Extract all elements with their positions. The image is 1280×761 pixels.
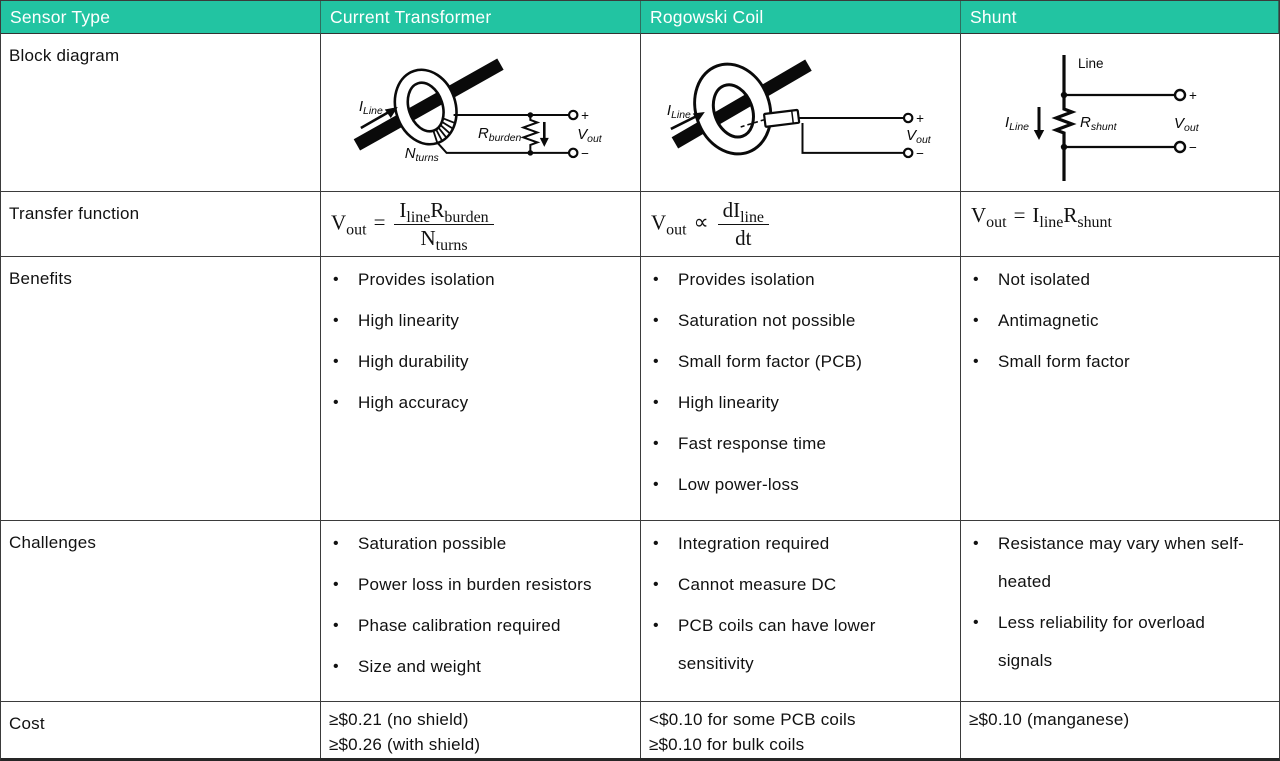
row-label-text: Block diagram: [9, 46, 120, 65]
challenge-text: • Less reliability for overload signals: [998, 613, 1206, 670]
benefit-text: • High accuracy: [358, 393, 469, 412]
benefit-text: • Fast response time: [678, 434, 827, 453]
rogowski-minus-sign: −: [916, 145, 924, 161]
header-cell-shunt: [961, 1, 1279, 34]
shunt-benefits-list: [961, 257, 1279, 381]
challenge-item: [641, 525, 960, 563]
rogowski-output-wires: [799, 117, 907, 152]
ct-benefits-list: [321, 257, 640, 422]
rogowski-benefits-list: [641, 257, 960, 504]
row-label-text: Challenges: [9, 533, 97, 552]
challenge-text: • Cannot measure DC: [678, 575, 837, 594]
benefit-item: [321, 384, 640, 422]
current-transformer-circuit-diagram: [321, 35, 640, 191]
ct-cost-cell: [321, 702, 641, 758]
benefit-text: • High linearity: [358, 311, 460, 330]
benefit-text: • Antimagnetic: [998, 311, 1099, 330]
benefit-item: [641, 343, 960, 381]
shunt-challenges-list: [961, 521, 1279, 680]
ct-terminal-plus: [569, 110, 577, 118]
rogowski-coil-circuit-diagram: [641, 35, 960, 191]
rogowski-terminal-plus: [904, 113, 912, 121]
benefit-text: • Small form factor: [998, 352, 1130, 371]
row-label-text: Benefits: [9, 269, 73, 288]
rogowski-challenges-list: [641, 521, 960, 683]
benefit-item: [641, 466, 960, 504]
challenge-item: [641, 566, 960, 604]
ct-plus-sign: +: [581, 107, 590, 123]
shunt-challenges-cell: [961, 521, 1279, 702]
benefit-text: • Provides isolation: [678, 270, 815, 289]
benefit-text: • Low power-loss: [678, 475, 799, 494]
benefit-text: • Not isolated: [998, 270, 1091, 289]
rogowski-challenges-cell: [641, 521, 961, 702]
shunt-plus-sign: +: [1189, 87, 1197, 103]
challenge-text: • Integration required: [678, 534, 830, 553]
challenge-item: [641, 607, 960, 683]
shunt-current-direction-arrow: [1034, 107, 1044, 140]
header-cell-rogowski-coil: [641, 1, 961, 34]
header-label: Sensor Type: [10, 6, 111, 27]
row-label-text: Cost: [9, 714, 45, 733]
benefit-text: • Provides isolation: [358, 270, 495, 289]
challenge-text: • PCB coils can have lower sensitivity: [678, 616, 876, 673]
benefit-item: [641, 261, 960, 299]
header-label: Rogowski Coil: [650, 6, 764, 27]
rogowski-benefits-cell: [641, 257, 961, 521]
header-cell-sensor-type: [1, 1, 321, 34]
challenge-text: • Resistance may vary when self-heated: [998, 534, 1244, 591]
challenge-item: [321, 648, 640, 686]
challenge-item: [321, 566, 640, 604]
ct-rburden-label: $R_{burden}$: [478, 124, 522, 144]
cost-line: ≥$0.10 (manganese): [969, 710, 1130, 729]
shunt-circuit-diagram: [961, 35, 1279, 191]
challenge-item: [321, 607, 640, 645]
shunt-formula: $V_{out} = I_{line}R_{shunt}$: [971, 203, 1112, 232]
benefit-item: [641, 302, 960, 340]
shunt-line-label: Line: [1078, 55, 1104, 71]
row-label-cost: [1, 702, 321, 758]
challenge-text: • Power loss in burden resistors: [358, 575, 592, 594]
benefit-item: [641, 384, 960, 422]
header-label: Current Transformer: [330, 6, 492, 27]
ct-block-diagram-cell: [321, 34, 641, 192]
rogowski-vout-label: $V_{out}$: [906, 126, 931, 146]
ct-formula: $V_{out}$ = $\frac{I_{line}R_{burden}}{N_{turns}}$: [331, 198, 496, 251]
benefit-item: [961, 343, 1279, 381]
benefit-item: [961, 302, 1279, 340]
shunt-terminal-minus: [1175, 142, 1185, 152]
rogowski-terminal-minus: [904, 148, 912, 156]
rogowski-plus-sign: +: [916, 110, 924, 126]
ct-challenges-cell: [321, 521, 641, 702]
row-label-benefits: [1, 257, 321, 521]
benefit-text: • Small form factor (PCB): [678, 352, 863, 371]
benefit-text: • Saturation not possible: [678, 311, 856, 330]
rogowski-formula: $V_{out}$ ∝ $\frac{dI_{line}}{dt}$: [651, 198, 771, 251]
rogowski-exit-stub: [764, 109, 799, 126]
benefit-item: [321, 261, 640, 299]
ct-nturns-label: $N_{turns}$: [404, 144, 439, 164]
benefit-text: • High durability: [358, 352, 469, 371]
ct-burden-resistor-symbol: [523, 114, 537, 152]
challenge-item: [321, 525, 640, 563]
ct-vout-label: $V_{out}$: [577, 125, 602, 145]
shunt-line-and-resistor: [1056, 55, 1072, 181]
benefit-item: [641, 425, 960, 463]
ct-minus-sign: −: [581, 145, 590, 161]
cost-line: ≥$0.26 (with shield): [329, 735, 481, 754]
ct-transfer-function: [321, 192, 641, 257]
rogowski-cost-cell: [641, 702, 961, 758]
benefit-item: [961, 261, 1279, 299]
header-cell-current-transformer: [321, 1, 641, 34]
shunt-benefits-cell: [961, 257, 1279, 521]
challenge-item: [961, 525, 1279, 601]
rogowski-transfer-function: [641, 192, 961, 257]
cost-line: ≥$0.21 (no shield): [329, 710, 469, 729]
rogowski-iline-label: $I_{Line}$: [666, 101, 691, 121]
cost-line: <$0.10 for some PCB coils: [649, 710, 856, 729]
shunt-cost-cell: [961, 702, 1279, 758]
shunt-terminal-plus: [1175, 90, 1185, 100]
benefit-text: • High linearity: [678, 393, 780, 412]
ct-challenges-list: [321, 521, 640, 686]
shunt-minus-sign: −: [1189, 139, 1197, 155]
benefit-item: [321, 343, 640, 381]
shunt-transfer-function: [961, 192, 1279, 257]
ct-terminal-minus: [569, 148, 577, 156]
row-label-challenges: [1, 521, 321, 702]
row-label-transfer-function: [1, 192, 321, 257]
ct-iline-label: $I_{Line}$: [358, 97, 383, 117]
rogowski-block-diagram-cell: [641, 34, 961, 192]
row-label-text: Transfer function: [9, 204, 140, 223]
cost-line: ≥$0.10 for bulk coils: [649, 735, 805, 754]
ct-current-direction-arrow: [540, 121, 549, 146]
shunt-block-diagram-cell: [961, 34, 1279, 192]
challenge-text: • Phase calibration required: [358, 616, 561, 635]
benefit-item: [321, 302, 640, 340]
shunt-iline-label: $I_{Line}$: [1005, 113, 1030, 133]
ct-benefits-cell: [321, 257, 641, 521]
challenge-text: • Size and weight: [358, 657, 482, 676]
shunt-vout-label: $V_{out}$: [1174, 114, 1199, 134]
shunt-rshunt-label: $R_{shunt}$: [1080, 113, 1117, 133]
header-label: Shunt: [970, 6, 1017, 27]
challenge-item: [961, 604, 1279, 680]
challenge-text: • Saturation possible: [358, 534, 507, 553]
row-label-block-diagram: [1, 34, 321, 192]
